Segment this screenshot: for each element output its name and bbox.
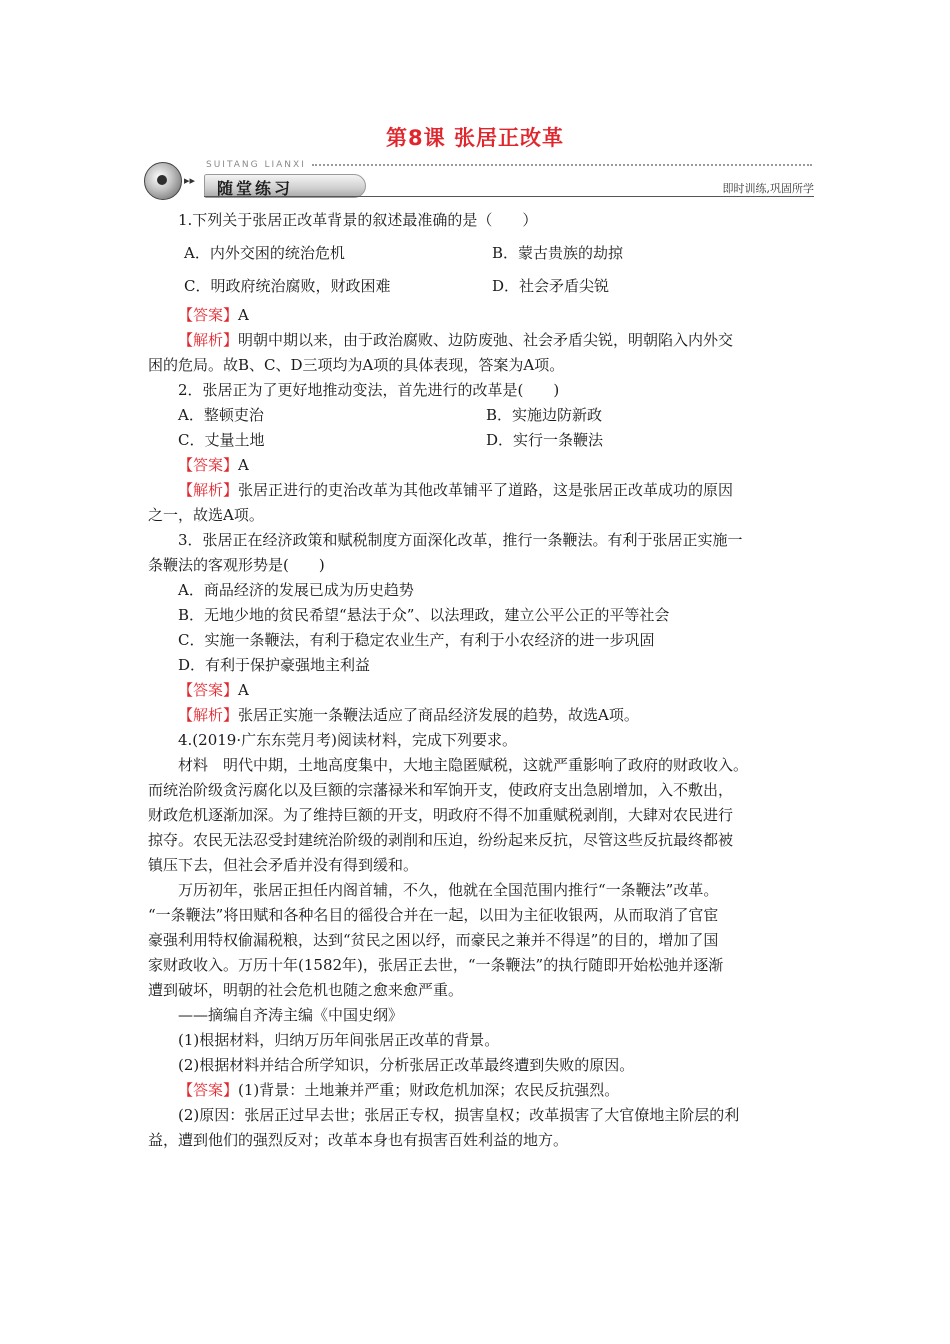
q4-material-1-line-2: 而统治阶级贪污腐化以及巨额的宗藩禄米和军饷开支，使政府支出急剧增加，入不敷出，: [148, 781, 734, 799]
q2-analysis-line-2: 之一，故选A项。: [148, 506, 264, 524]
q4-source: ——摘编自齐涛主编《中国史纲》: [178, 1006, 404, 1024]
banner-underline: [204, 196, 814, 197]
analysis-tag: 【解析】: [178, 481, 239, 499]
q3-option-b: B．无地少地的贫民希望“悬法于众”、以法理政，建立公平公正的平等社会: [178, 606, 670, 624]
answer-tag: 【答案】: [178, 1081, 239, 1099]
q2-answer: 【答案】A: [178, 456, 249, 474]
answer-tag: 【答案】: [178, 306, 239, 324]
q1-analysis-line-2: 困的危局。故B、C、D三项均为A项的具体表现，答案为A项。: [148, 356, 565, 374]
q4-answer-line-2: (2)原因：张居正过早去世；张居正专权，损害皇权；改革损害了大官僚地主阶层的利: [178, 1106, 740, 1124]
analysis-tag: 【解析】: [178, 331, 239, 349]
q2-option-c: C．丈量土地: [178, 431, 265, 449]
q4-material-2-line-1: 万历初年，张居正担任内阁首辅，不久，他就在全国范围内推行“一条鞭法”改革。: [178, 881, 719, 899]
q4-material-1-line-4: 掠夺。农民无法忍受封建统治阶级的剥削和压迫，纷纷起来反抗，尽管这些反抗最终都被: [148, 831, 734, 849]
q4-answer-line-1: 【答案】(1)背景：土地兼并严重；财政危机加深；农民反抗强烈。: [178, 1081, 620, 1099]
q3-option-d: D．有利于保护豪强地主利益: [178, 656, 371, 674]
banner-label-box: [204, 174, 366, 198]
section-banner: [140, 152, 814, 202]
q4-material-2-line-2: “一条鞭法”将田赋和各种名目的徭役合并在一起，以田为主征收银两，从而取消了官宦: [148, 906, 719, 924]
q3-analysis-line-1: 【解析】张居正实施一条鞭法适应了商品经济发展的趋势，故选A项。: [178, 706, 639, 724]
exercise-content: [148, 208, 812, 1153]
banner-dotted-line: [312, 164, 812, 166]
q1-options-row-2: [148, 274, 812, 299]
page-title: 第8课 张居正改革: [386, 126, 564, 150]
q4-material-1-line-5: 镇压下去，但社会矛盾并没有得到缓和。: [148, 856, 419, 874]
q2-analysis-line-1: 【解析】张居正进行的吏治改革为其他改革铺平了道路，这是张居正改革成功的原因: [178, 481, 734, 499]
answer-tag: 【答案】: [178, 681, 239, 699]
q4-material-2-line-4: 家财政收入。万历十年(1582年)，张居正去世，“一条鞭法”的执行随即开始松弛并逐渐: [148, 956, 724, 974]
q1-stem: 1.下列关于张居正改革背景的叙述最准确的是（ ）: [178, 211, 538, 229]
pushpin-icon: [144, 162, 182, 200]
q2-options-row-1: [148, 403, 812, 428]
q4-answer-line-3: 益，遭到他们的强烈反对；改革本身也有损害百姓利益的地方。: [148, 1131, 569, 1149]
q1-option-b: B．蒙古贵族的劫掠: [492, 244, 624, 262]
q2-option-b: B．实施边防新政: [486, 406, 603, 424]
banner-slogan: 即时训练,巩固所学: [722, 182, 814, 195]
q2-option-d: D．实行一条鞭法: [486, 431, 604, 449]
answer-tag: 【答案】: [178, 456, 239, 474]
q2-stem: 2．张居正为了更好地推动变法，首先进行的改革是( ): [178, 381, 560, 399]
q1-option-a: A．内外交困的统治危机: [184, 244, 345, 262]
banner-pinyin: SUITANG LIANXI: [206, 160, 306, 170]
q3-option-c: C．实施一条鞭法，有利于稳定农业生产，有利于小农经济的进一步巩固: [178, 631, 655, 649]
q4-material-2-line-5: 遭到破坏，明朝的社会危机也随之愈来愈严重。: [148, 981, 464, 999]
q3-stem-line-2: 条鞭法的客观形势是( ): [148, 556, 325, 574]
q3-option-a: A．商品经济的发展已成为历史趋势: [178, 581, 414, 599]
double-arrow-icon: ▸▸: [184, 174, 196, 187]
q4-material-1-line-1: 材料 明代中期，土地高度集中，大地主隐匿赋税，这就严重影响了政府的财政收入。: [178, 756, 749, 774]
q4-requirement-1: (1)根据材料，归纳万历年间张居正改革的背景。: [178, 1031, 500, 1049]
q3-stem-line-1: 3．张居正在经济政策和赋税制度方面深化改革，推行一条鞭法。有利于张居正实施一: [178, 531, 743, 549]
q1-option-d: D．社会矛盾尖锐: [492, 277, 610, 295]
q4-stem: 4.(2019·广东东莞月考)阅读材料，完成下列要求。: [178, 731, 517, 749]
q1-option-c: C．明政府统治腐败，财政困难: [184, 277, 391, 295]
q3-answer: 【答案】A: [178, 681, 249, 699]
banner-label: 随堂练习: [217, 179, 294, 198]
analysis-tag: 【解析】: [178, 706, 239, 724]
q2-options-row-2: [148, 428, 812, 453]
q2-option-a: A．整顿吏治: [178, 406, 264, 424]
q4-material-1-line-3: 财政危机逐渐加深。为了维持巨额的开支，明政府不得不加重赋税剥削，大肆对农民进行: [148, 806, 734, 824]
q1-options-row-1: [148, 241, 812, 266]
q4-material-2-line-3: 豪强利用特权偷漏税粮，达到“贫民之困以纾，而豪民之兼并不得逞”的目的，增加了国: [148, 931, 719, 949]
q1-analysis-line-1: 【解析】明朝中期以来，由于政治腐败、边防废弛、社会矛盾尖锐，明朝陷入内外交: [178, 331, 734, 349]
q4-requirement-2: (2)根据材料并结合所学知识，分析张居正改革最终遭到失败的原因。: [178, 1056, 635, 1074]
q1-answer: 【答案】A: [178, 306, 249, 324]
